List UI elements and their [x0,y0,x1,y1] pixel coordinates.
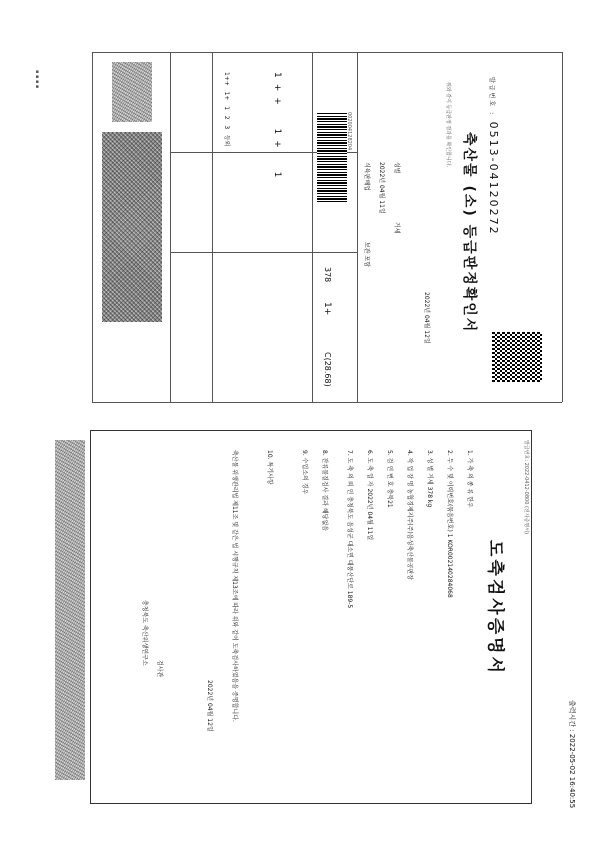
masked-left-block [55,440,85,780]
bottom-header-note: 발급번호: 2022-0412-0800 (전자증명서) [523,440,529,535]
grade-marks: 1++ 1+ 1 [272,72,282,184]
row-value-0: 보관 포함 [363,242,370,268]
bottom-title: 도축검사증명서 [485,540,505,676]
statement: 축산물 위생관리법 제11조 및 같은 법 시행규칙 제13조에 따라 위와 같이 도축검사하였음을 증명합니다. [231,450,238,722]
item-7: 7. 도 축 의 뢰 인 충청북도 음성군 대소면 대풍산단로 189-5 [346,450,353,609]
item-list [255,450,515,790]
row-label-3: 성별 [393,162,400,174]
barcode-number: 002004128204 [346,112,352,151]
top-note: 위와 같이 등급판정 결과를 확인합니다. [445,82,451,168]
issue-date-top: 2022년 04월 12일 [423,292,430,344]
bottom-certificate [55,430,560,802]
top-title: 축산물 (소) 등급판정확인서 [461,132,477,334]
print-time: 출력시간 : 2022-05-02 16:40:55 [568,700,576,809]
grade-label-list: 1++ 1+ 1 2 3 등외 [223,72,230,147]
barcode [317,112,347,202]
top-number: 발급번호 : 0513-04120272 [487,77,500,236]
top-certificate [92,52,562,402]
row-label-0: 식육판매업 [363,162,370,191]
item-8: 8. 잔류물질검사 결과 해당없음 [321,450,328,532]
inspector: 검사관 [156,660,163,678]
issuer: 충청북도 축산위생연구소 [141,600,148,666]
row-value-4: 2022년 04월 11일 [378,162,385,214]
item-4: 4. 작 업 장 명 농협경제지주(주)음성축산물공판장 [406,450,413,581]
grade-value: 1+ [322,302,332,316]
item-1: 1. 가 축 의 종 류 한우 [466,450,473,508]
row-value-3: 거세 [393,222,400,234]
weight-value: 378 [323,267,332,283]
code-value: C(28.68) [323,352,332,387]
top-margin-note: ▪ ▪ ▪ ▪ [34,70,40,89]
item-3: 3. 성 별 거세 378 kg [426,450,433,508]
issue-date-bottom: 2022년 04월 12일 [206,680,213,732]
item-2: 2. 두 수 및 이력번호(묶음번호) 1 KOR002140284068 [446,450,453,598]
item-10: 10. 특기사항 [266,450,273,485]
item-5: 5. 검 인 번 호 충북21 [386,450,393,508]
item-9: 9. 수입소의 경우 [301,450,308,495]
item-6: 6. 도 축 일 자 2022년 04월 11일 [366,450,373,541]
masked-info-block [102,132,162,322]
qr-code [492,332,542,382]
stamp-image [112,62,152,122]
